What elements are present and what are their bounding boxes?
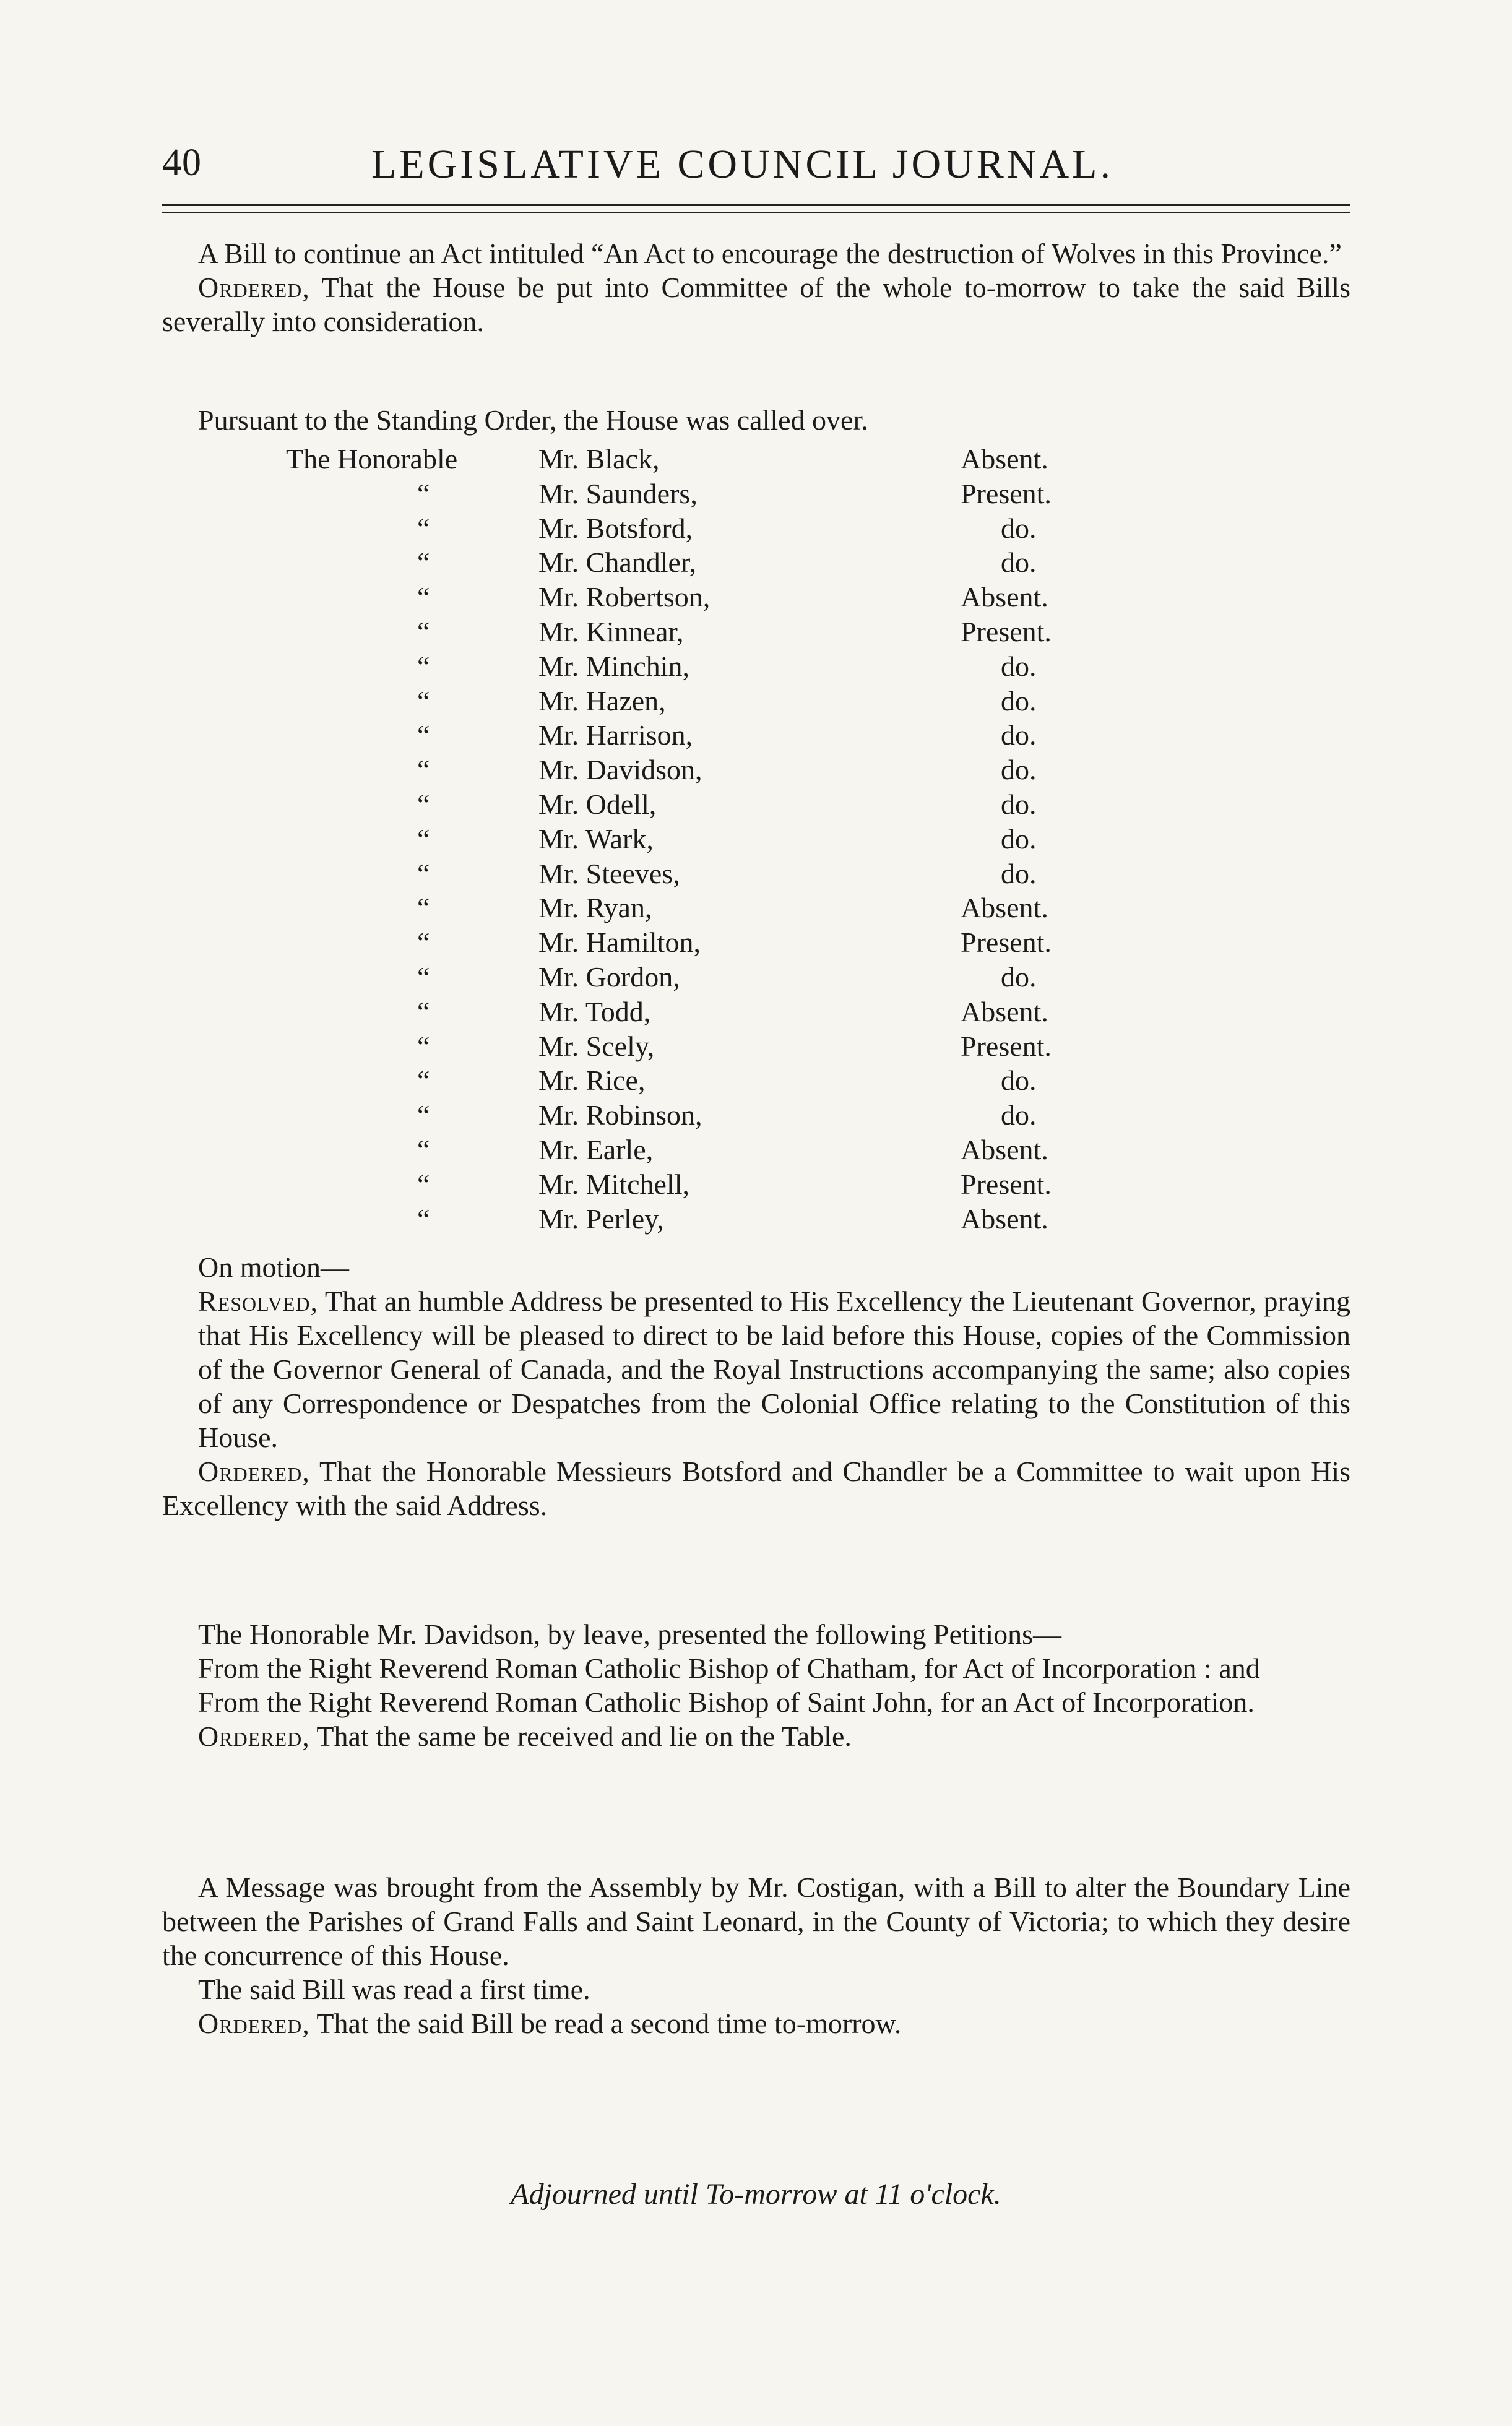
adjournment-line: Adjourned until To-morrow at 11 o'clock.: [511, 2178, 1001, 2211]
member-name: Mr. Botsford,: [538, 512, 693, 544]
member-status: do.: [1001, 1099, 1037, 1131]
roll-call-row: [162, 857, 1350, 892]
ordered-table-paragraph: [162, 1719, 1350, 1753]
ditto-mark: “: [417, 1064, 430, 1097]
member-name: Mr. Kinnear,: [538, 615, 684, 647]
roll-call-row: [162, 512, 1350, 546]
member-status: Present.: [961, 926, 1052, 959]
member-name: Mr. Chandler,: [538, 546, 696, 579]
petition-chatham: From the Right Reverend Roman Catholic Bishop of Chatham, for Act of Incorporation : and: [198, 1652, 1260, 1684]
roll-call-row: [162, 753, 1350, 788]
first-reading-line: The said Bill was read a first time.: [198, 1974, 590, 2005]
ditto-mark: “: [417, 1202, 430, 1235]
member-status: Absent.: [961, 1133, 1048, 1165]
member-name: Mr. Mitchell,: [538, 1168, 690, 1200]
roll-call-row: [162, 1133, 1350, 1168]
member-name: Mr. Todd,: [538, 995, 651, 1027]
member-name: Mr. Scely,: [538, 1030, 655, 1062]
ditto-mark: “: [417, 926, 430, 959]
ditto-mark: “: [417, 1133, 430, 1165]
ditto-mark: “: [417, 822, 430, 855]
ditto-mark: “: [417, 857, 430, 889]
member-name: Mr. Saunders,: [538, 477, 698, 509]
member-name: Mr. Davidson,: [538, 754, 702, 786]
member-status: do.: [1001, 754, 1037, 786]
roll-call-row: [162, 891, 1350, 926]
member-status: Absent.: [961, 995, 1048, 1027]
ordered-label: Ordered,: [198, 2008, 310, 2039]
motion-section: [162, 1250, 1350, 1522]
roll-call-row: [162, 960, 1350, 995]
petition-saint-john: From the Right Reverend Roman Catholic Bishop of Saint John, for an Act of Incorporation.: [198, 1686, 1255, 1718]
roll-call-row: [162, 1064, 1350, 1099]
member-name: Mr. Perley,: [538, 1202, 664, 1235]
member-status: Absent.: [961, 1202, 1048, 1235]
petitions-section: [162, 1617, 1350, 1753]
ordered-second-reading-paragraph: [162, 2006, 1350, 2040]
ditto-mark: “: [417, 788, 430, 820]
ordered-committee-paragraph: [162, 270, 1350, 339]
roll-call-list: [162, 442, 1350, 1237]
running-title: LEGISLATIVE COUNCIL JOURNAL.: [371, 142, 1113, 187]
call-over-intro: [162, 403, 1350, 437]
ditto-mark: “: [417, 960, 430, 993]
ditto-mark: “: [417, 650, 430, 682]
ditto-mark: “: [417, 719, 430, 751]
member-name: Mr. Black,: [538, 443, 660, 475]
header-rule: [162, 204, 1350, 206]
member-status: Absent.: [961, 443, 1048, 475]
member-name: Mr. Gordon,: [538, 960, 680, 993]
roll-call-row: [162, 615, 1350, 650]
member-name: Mr. Earle,: [538, 1133, 654, 1165]
member-status: do.: [1001, 650, 1037, 682]
member-name: Mr. Steeves,: [538, 857, 680, 889]
ditto-mark: “: [417, 995, 430, 1027]
member-prefix: The Honorable: [286, 443, 458, 475]
member-name: Mr. Robinson,: [538, 1099, 702, 1131]
page-number: 40: [162, 142, 202, 184]
member-status: do.: [1001, 857, 1037, 889]
ditto-mark: “: [417, 581, 430, 613]
roll-call-row: [162, 926, 1350, 960]
roll-call-row: [162, 1099, 1350, 1133]
roll-call-row: [162, 788, 1350, 822]
member-name: Mr. Wark,: [538, 822, 654, 855]
ditto-mark: “: [417, 1168, 430, 1200]
call-over-paragraph: Pursuant to the Standing Order, the House was called over.: [198, 404, 868, 436]
ditto-mark: “: [417, 684, 430, 717]
member-name: Mr. Rice,: [538, 1064, 646, 1097]
member-status: Present.: [961, 615, 1052, 647]
roll-call-row: [162, 581, 1350, 615]
member-status: Present.: [961, 1168, 1052, 1200]
resolved-text: That an humble Address be presented to His Excellency the Lieutenant Governor, praying that His Excellency will be pleased to direct to be laid before this House, copies of the Commission of the Governor General of Canada, and the Royal Instructions accompanying the same; also copies of any Correspondence or Despatches from the Colonial Office relating to the Constitution of this House.: [198, 1285, 1350, 1453]
member-status: do.: [1001, 1064, 1037, 1097]
member-status: do.: [1001, 512, 1037, 544]
ditto-mark: “: [417, 512, 430, 544]
petitions-intro: The Honorable Mr. Davidson, by leave, presented the following Petitions—: [198, 1618, 1062, 1650]
ordered-label: Ordered,: [198, 1720, 310, 1752]
ditto-mark: “: [417, 615, 430, 647]
ditto-mark: “: [417, 546, 430, 579]
member-name: Mr. Odell,: [538, 788, 657, 820]
roll-call-row: [162, 822, 1350, 857]
ditto-mark: “: [417, 1099, 430, 1131]
ordered-label: Ordered,: [198, 1456, 310, 1487]
intro-section: [162, 236, 1350, 339]
ditto-mark: “: [417, 1030, 430, 1062]
ditto-mark: “: [417, 892, 430, 924]
member-name: Mr. Harrison,: [538, 719, 693, 751]
ordered-committee-address-paragraph: [162, 1454, 1350, 1522]
page-header: [0, 141, 1512, 197]
resolved-paragraph: [162, 1284, 1350, 1454]
member-name: Mr. Robertson,: [538, 581, 711, 613]
roll-call-row: [162, 546, 1350, 581]
header-rule-double: [162, 212, 1350, 213]
member-name: Mr. Hazen,: [538, 684, 666, 717]
member-name: Mr. Ryan,: [538, 892, 652, 924]
member-name: Mr. Minchin,: [538, 650, 690, 682]
member-status: Absent.: [961, 581, 1048, 613]
member-status: do.: [1001, 960, 1037, 993]
member-status: do.: [1001, 546, 1037, 579]
member-status: Present.: [961, 477, 1052, 509]
bill-wolves-paragraph: A Bill to continue an Act intituled “An Act to encourage the destruction of Wolves in this Province.”: [198, 238, 1342, 269]
member-status: do.: [1001, 684, 1037, 717]
ordered-text: That the House be put into Committee of the whole to-morrow to take the said Bills severally into consideration.: [162, 272, 1350, 337]
member-name: Mr. Hamilton,: [538, 926, 701, 959]
ordered-text: That the Honorable Messieurs Botsford and Chandler be a Committee to wait upon His Excellency with the said Address.: [162, 1456, 1350, 1521]
member-status: Present.: [961, 1030, 1052, 1062]
resolved-label: Resolved,: [198, 1285, 319, 1317]
roll-call-row: [162, 995, 1350, 1030]
message-section: [162, 1870, 1350, 2040]
message-paragraph: A Message was brought from the Assembly by Mr. Costigan, with a Bill to alter the Boundary Line between the Parishes of Grand Falls and Saint Leonard, in the County of Victoria; to which they desire the concurrence of this House.: [162, 1871, 1350, 1971]
roll-call-row: [162, 1202, 1350, 1237]
member-status: do.: [1001, 822, 1037, 855]
roll-call-row: [162, 684, 1350, 719]
roll-call-row: [162, 1030, 1350, 1064]
roll-call-row: [162, 477, 1350, 512]
ditto-mark: “: [417, 754, 430, 786]
roll-call-row: [162, 442, 1350, 477]
ordered-label: Ordered,: [198, 272, 310, 303]
roll-call-row: [162, 1168, 1350, 1202]
ordered-text: That the said Bill be read a second time to-morrow.: [309, 2008, 902, 2039]
on-motion-line: On motion—: [198, 1251, 350, 1283]
member-status: do.: [1001, 719, 1037, 751]
ditto-mark: “: [417, 477, 430, 509]
member-status: Absent.: [961, 892, 1048, 924]
member-status: do.: [1001, 788, 1037, 820]
roll-call-row: [162, 650, 1350, 684]
roll-call-row: [162, 719, 1350, 753]
ordered-text: That the same be received and lie on the Table.: [309, 1720, 852, 1752]
